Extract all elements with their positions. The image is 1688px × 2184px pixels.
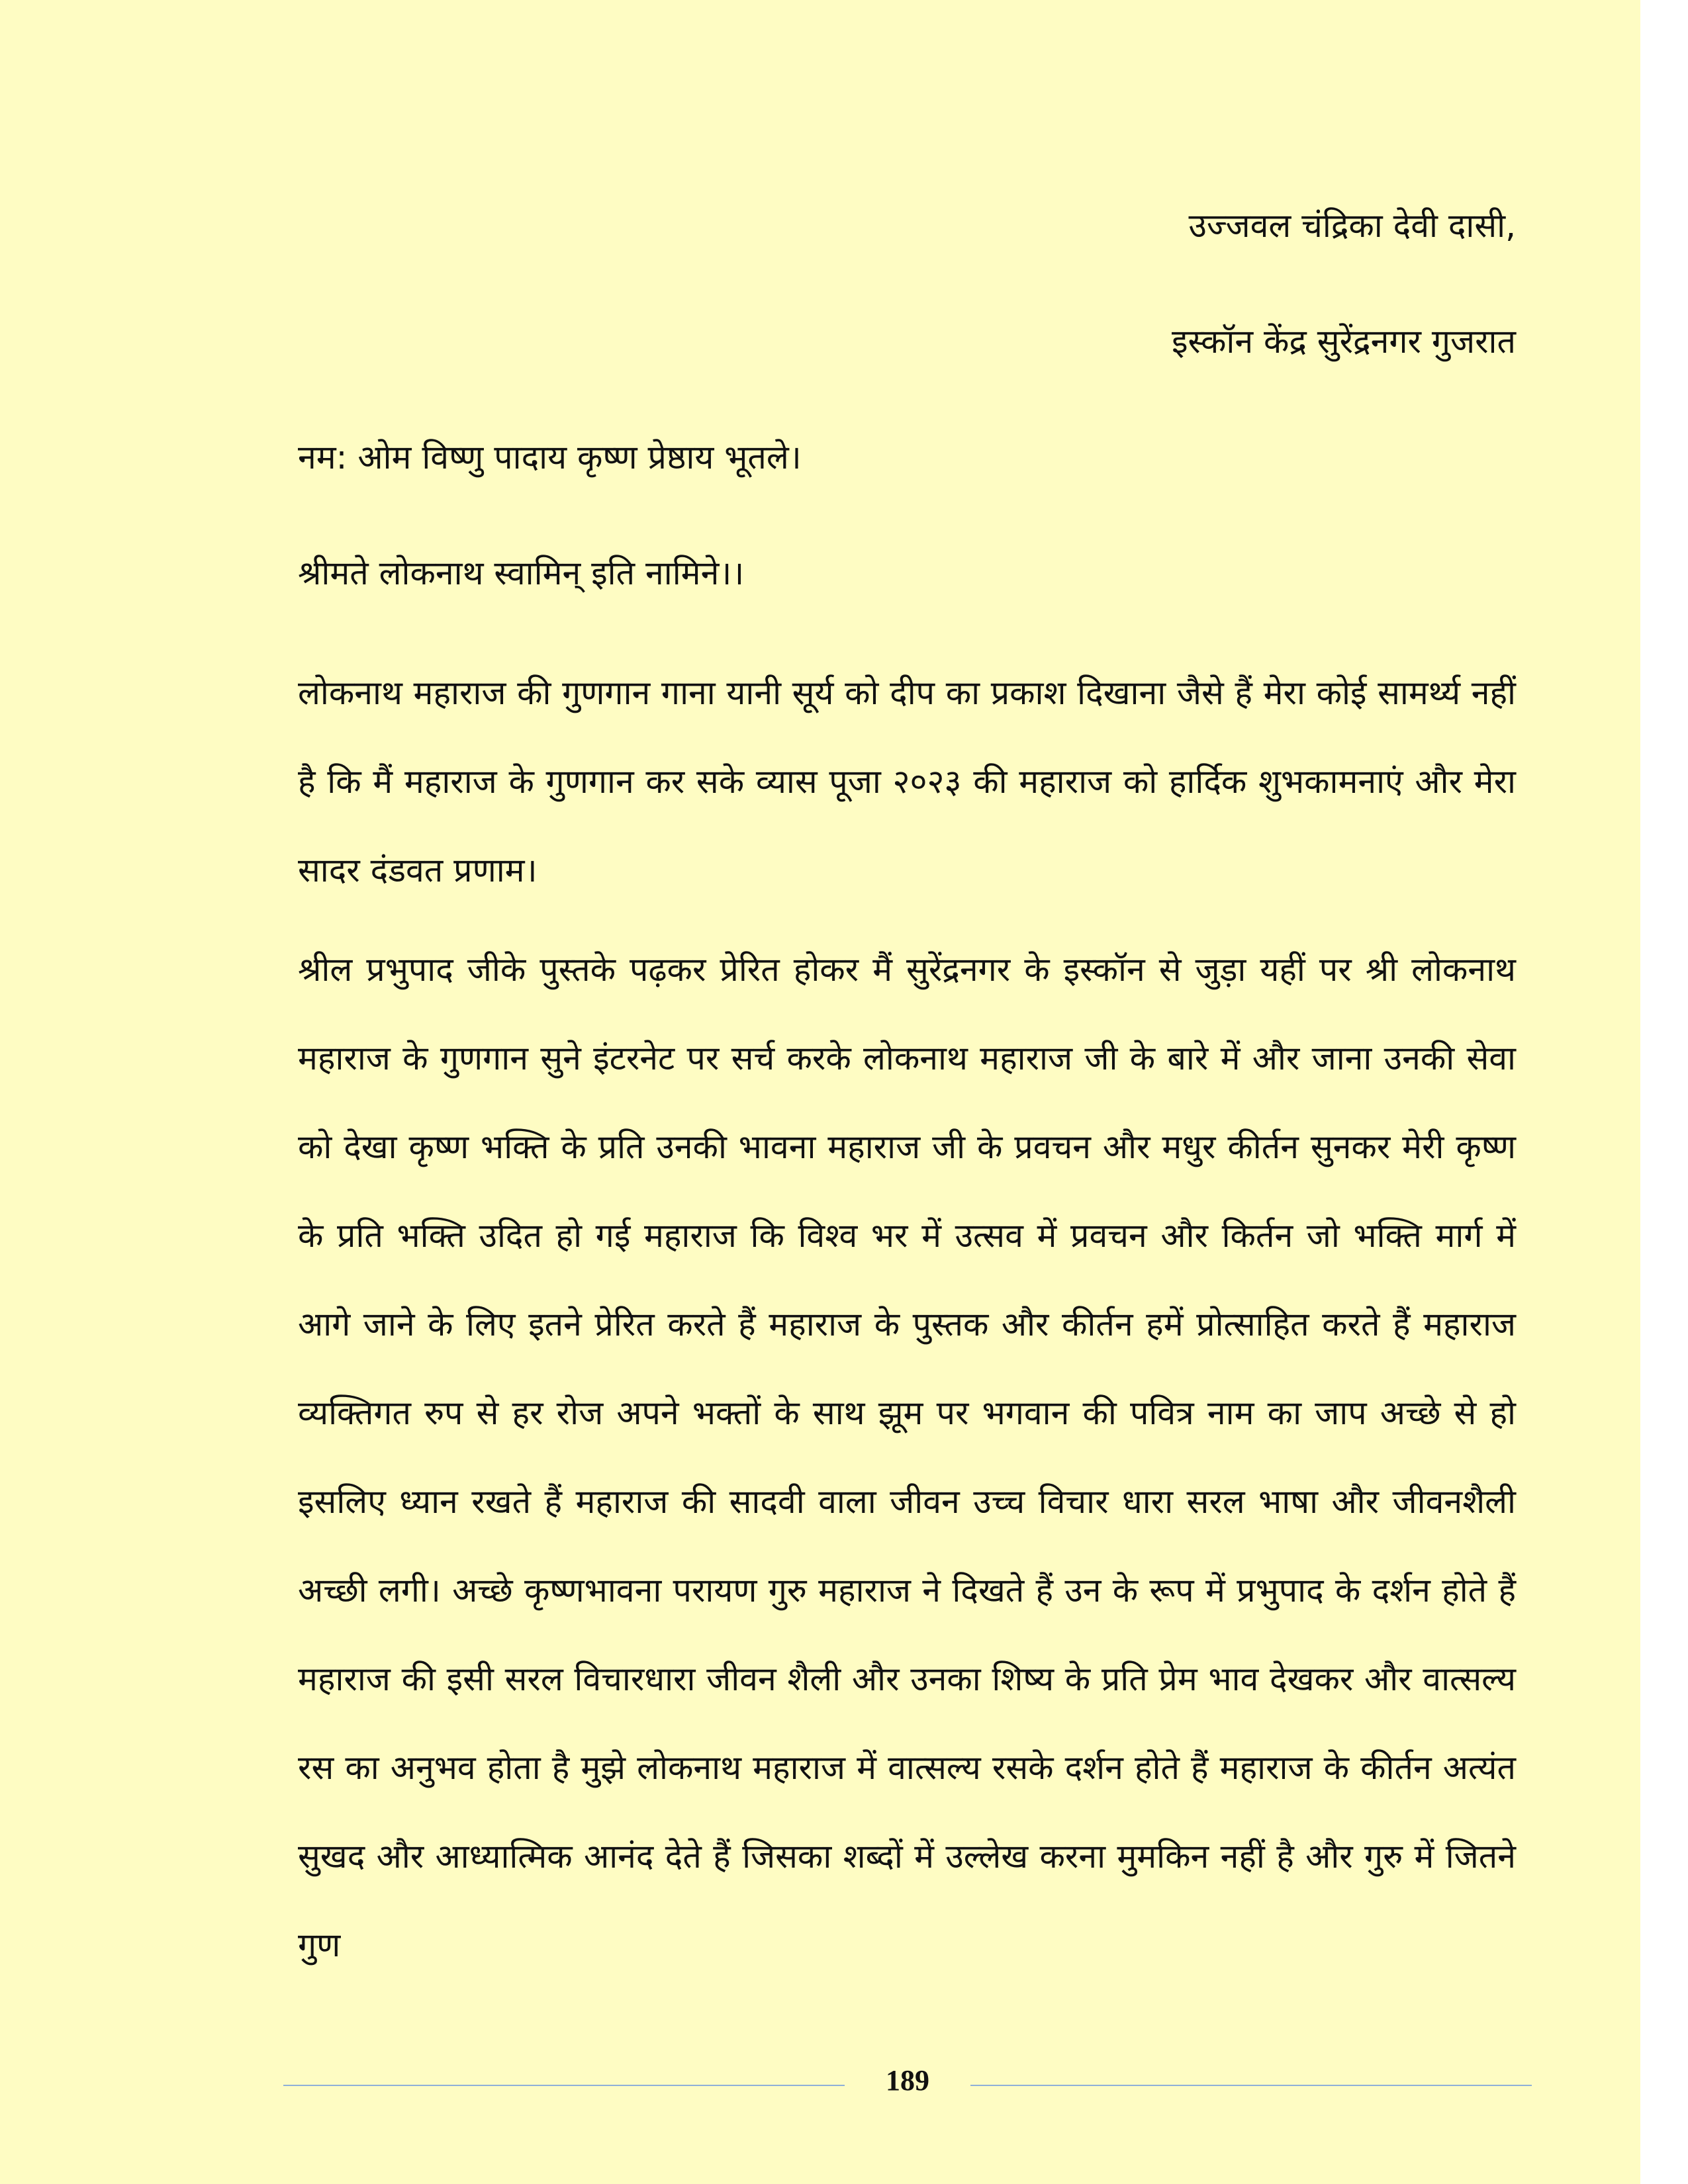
page-footer (0, 2058, 1640, 2111)
footer-divider-right (970, 2085, 1532, 2086)
invocation-verse-line-1: नम: ओम विष्णु पादाय कृष्ण प्रेष्ठाय भूतले। (298, 438, 802, 477)
page-number: 189 (886, 2064, 929, 2097)
body-paragraph: लोकनाथ महाराज की गुणगान गाना यानी सूर्य को दीप का प्रकाश दिखाना जैसे हैं मेरा कोई सामर्थ्य नहीं है कि मैं महाराज के गुणगान कर सके व्यास पूजा २०२३ की महाराज को हार्दिक शुभकामनाएं और मेरा सादर दंडवत प्रणाम। (298, 674, 1516, 889)
author-location: इस्कॉन केंद्र सुरेंद्रनगर गुजरात (1171, 322, 1516, 361)
author-name: उज्जवल चंद्रिका देवी दासी, (1188, 206, 1516, 245)
footer-divider-left (283, 2085, 845, 2086)
body-paragraph: श्रील प्रभुपाद जीके पुस्तके पढ़कर प्रेरित होकर मैं सुरेंद्रनगर के इस्कॉन से जुड़ा यहीं पर श्री लोकनाथ महाराज के गुणगान सुने इंटरनेट पर सर्च करके लोकनाथ महाराज जी के बारे में और जाना उनकी सेवा को देखा कृष्ण भक्ति के प्रति उनकी भावना महाराज जी के प्रवचन और मधुर कीर्तन सुनकर मेरी कृष्ण के प्रति भक्ति उदित हो गई महाराज कि विश्व भर में उत्सव में प्रवचन और किर्तन जो भक्ति मार्ग में आगे जाने के लिए इतने प्रेरित करते हैं महाराज के पुस्तक और कीर्तन हमें प्रोत्साहित करते हैं महाराज व्यक्तिगत रुप से हर रोज अपने भक्तों के साथ झूम पर भगवान की पवित्र नाम का जाप अच्छे से हो इसलिए ध्यान रखते हैं महाराज की सादवी वाला जीवन उच्च विचार धारा सरल भाषा और जीवनशैली अच्छी लगी। अच्छे कृष्णभावना परायण गुरु महाराज ने दिखते हैं उन के रूप में प्रभुपाद के दर्शन होते हैं महाराज की इसी सरल विचारधारा जीवन शैली और उनका शिष्य के प्रति प्रेम भाव देखकर और वात्सल्य रस का अनुभव होता है मुझे लोकनाथ महाराज में वात्सल्य रसके दर्शन होते हैं महाराज के कीर्तन अत्यंत सुखद और आध्यात्मिक आनंद देते हैं जिसका शब्दों में उल्लेख करना मुमकिन नहीं है और गुरु में जितने गुण (298, 950, 1516, 1964)
invocation-verse-line-2: श्रीमते लोकनाथ स्वामिन् इति नामिने।। (298, 554, 745, 592)
